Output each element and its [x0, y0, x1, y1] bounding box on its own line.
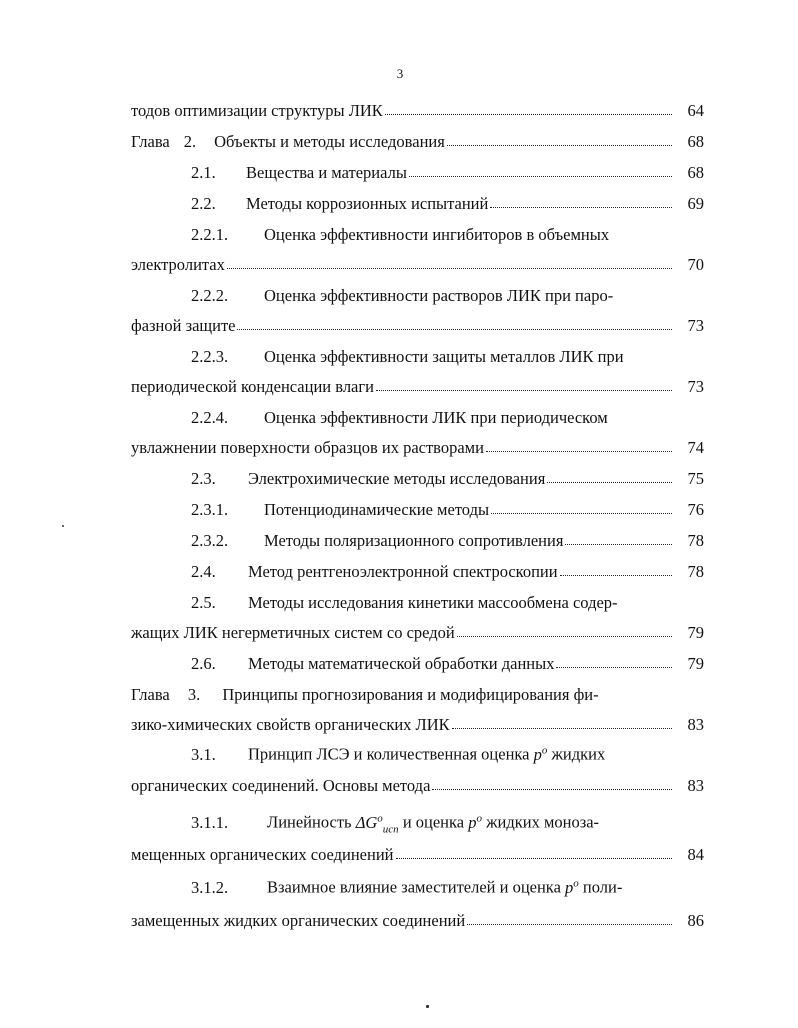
toc-entry-first-line: [191, 812, 599, 835]
chapter-number: 3.: [187, 685, 201, 704]
scan-speck: [62, 525, 64, 527]
toc-entry-title: тодов оптимизации структуры ЛИК: [131, 101, 383, 120]
toc-page-number: 83: [687, 715, 704, 734]
toc-entry-title: Оценка эффективности защиты металлов ЛИК при: [264, 347, 624, 366]
toc-entry-first-line: [191, 347, 624, 367]
toc-entry-title-mid: и оценка: [402, 812, 465, 832]
section-number: 3.1.1.: [191, 812, 229, 832]
toc-entry-continuation: зико-химических свойств органических ЛИК: [131, 715, 450, 734]
page-number: 3: [396, 66, 404, 81]
toc-entry-title-end: поли-: [582, 877, 623, 897]
toc-entry: [131, 101, 704, 125]
section-number: 2.1.: [191, 163, 216, 182]
chapter-label: Глава: [131, 685, 170, 704]
toc-entry-continuation: увлажнении поверхности образцов их растворами: [131, 438, 484, 457]
toc-entry-first-line: [191, 225, 609, 245]
toc-entry-title: Взаимное влияние заместителей и оценка: [267, 877, 561, 897]
gibbs-energy-symbol: $\Delta G^o_{исп}$: [355, 812, 399, 835]
toc-entry-continuation: замещенных жидких органических соединений: [131, 911, 466, 930]
section-number: 2.2.3.: [191, 347, 229, 366]
dot-leader: [396, 845, 673, 859]
toc-page-number: 79: [687, 654, 704, 673]
toc-page-number: 68: [687, 132, 704, 151]
section-number: 2.2.1.: [191, 225, 229, 244]
dot-leader: [565, 531, 672, 545]
dot-leader: [227, 255, 672, 269]
toc-page-number: 70: [687, 255, 704, 274]
section-number: 2.2.4.: [191, 408, 229, 427]
toc-entry-title: Методы поляризационного сопротивления: [264, 531, 564, 550]
toc-entry: [131, 911, 704, 935]
toc-entry: [191, 654, 704, 678]
toc-entry-title: Методы коррозионных испытаний: [246, 194, 489, 213]
section-number: 2.2.: [191, 194, 216, 213]
toc-entry-continuation: органических соединений. Основы метода: [131, 776, 431, 795]
toc-entry-title: Принцип ЛСЭ и количественная оценка: [248, 744, 530, 764]
toc-entry-title-end: жидких моноза-: [486, 812, 600, 832]
dot-leader: [560, 562, 672, 576]
toc-page-number: 69: [687, 194, 704, 213]
toc-entry-title: Методы исследования кинетики массообмена содер-: [248, 593, 618, 612]
toc-entry: [191, 469, 704, 493]
toc-entry: [191, 163, 704, 187]
toc-chapter: [131, 132, 704, 156]
toc-entry-title: Объекты и методы исследования: [214, 132, 445, 151]
chapter-label: Глава: [131, 132, 170, 151]
toc-page-number: 74: [687, 438, 704, 457]
section-number: 2.3.1.: [191, 500, 229, 519]
toc-entry: [131, 776, 704, 800]
dot-leader: [556, 654, 672, 668]
toc-page-number: 84: [687, 845, 704, 864]
toc-entry-title: Метод рентгеноэлектронной спектроскопии: [248, 562, 558, 581]
toc-entry-title: Электрохимические методы исследования: [248, 469, 546, 488]
toc-entry-title: Линейность: [267, 812, 352, 832]
toc-page-number: 75: [687, 469, 704, 488]
toc-entry: [131, 845, 704, 869]
dot-leader: [491, 500, 672, 514]
toc-page-number: 78: [687, 562, 704, 581]
dot-leader: [409, 163, 672, 177]
toc-entry-first-line: [191, 877, 622, 898]
toc-page-number: 73: [687, 377, 704, 396]
section-number: 2.3.: [191, 469, 216, 488]
toc-page-number: 64: [687, 101, 704, 120]
vapor-pressure-symbol: $p^o$: [468, 812, 482, 832]
section-number: 3.1.: [191, 744, 216, 764]
toc-page-number: 73: [687, 316, 704, 335]
dot-leader: [376, 377, 672, 391]
toc-entry: [131, 377, 704, 401]
toc-entry-title: Оценка эффективности растворов ЛИК при паро-: [264, 286, 614, 305]
toc-entry-title: Оценка эффективности ЛИК при периодическом: [264, 408, 608, 427]
toc-entry-first-line: [191, 286, 613, 306]
toc-entry-title: Вещества и материалы: [246, 163, 407, 182]
dot-leader: [452, 715, 672, 729]
section-number: 2.4.: [191, 562, 216, 581]
toc-entry-continuation: электролитах: [131, 255, 225, 274]
toc-entry: [191, 531, 704, 555]
toc-entry-title: Потенциодинамические методы: [264, 500, 490, 519]
toc-entry-title-end: жидких: [551, 744, 606, 764]
toc-page-number: 68: [687, 163, 704, 182]
toc-entry-first-line: [191, 744, 605, 765]
dot-leader: [486, 438, 672, 452]
toc-chapter: [131, 715, 704, 739]
vapor-pressure-symbol: $p^o$: [533, 744, 548, 764]
dot-leader: [490, 194, 672, 208]
dot-leader: [547, 469, 672, 483]
toc-page-number: 83: [687, 776, 704, 795]
toc-entry-title: Оценка эффективности ингибиторов в объемных: [264, 225, 610, 244]
toc-entry-continuation: мещенных органических соединений: [131, 845, 394, 864]
toc-entry: [131, 623, 704, 647]
toc-page-number: 86: [687, 911, 704, 930]
dot-leader: [385, 101, 672, 115]
toc-entry: [191, 500, 704, 524]
section-number: 3.1.2.: [191, 877, 229, 897]
toc-entry-continuation: периодической конденсации влаги: [131, 377, 374, 396]
scan-speck: [426, 1005, 429, 1008]
section-number: 2.2.2.: [191, 286, 229, 305]
toc-page-number: 78: [687, 531, 704, 550]
toc-entry-continuation: фазной защите: [131, 316, 236, 335]
toc-entry-title: Методы математической обработки данных: [248, 654, 555, 673]
chapter-number: 2.: [183, 132, 197, 151]
toc-page-number: 76: [687, 500, 704, 519]
dot-leader: [237, 316, 672, 330]
toc-entry-first-line: [191, 408, 608, 428]
section-number: 2.5.: [191, 593, 216, 612]
toc-entry: [191, 562, 704, 586]
toc-page-number: 79: [687, 623, 704, 642]
dot-leader: [447, 132, 672, 146]
toc-entry-continuation: жащих ЛИК негерметичных систем со средой: [131, 623, 455, 642]
toc-entry: [131, 255, 704, 279]
dot-leader: [467, 911, 672, 925]
dot-leader: [432, 776, 672, 790]
toc-entry: [131, 438, 704, 462]
toc-entry-title: Принципы прогнозирования и модифицирования фи-: [222, 685, 599, 704]
section-number: 2.3.2.: [191, 531, 229, 550]
dot-leader: [457, 623, 672, 637]
toc-entry-first-line: [191, 593, 618, 613]
section-number: 2.6.: [191, 654, 216, 673]
toc-entry: [191, 194, 704, 218]
toc-chapter-first-line: [131, 685, 599, 705]
vapor-pressure-symbol: $p^o$: [565, 877, 579, 897]
toc-entry: [131, 316, 704, 340]
